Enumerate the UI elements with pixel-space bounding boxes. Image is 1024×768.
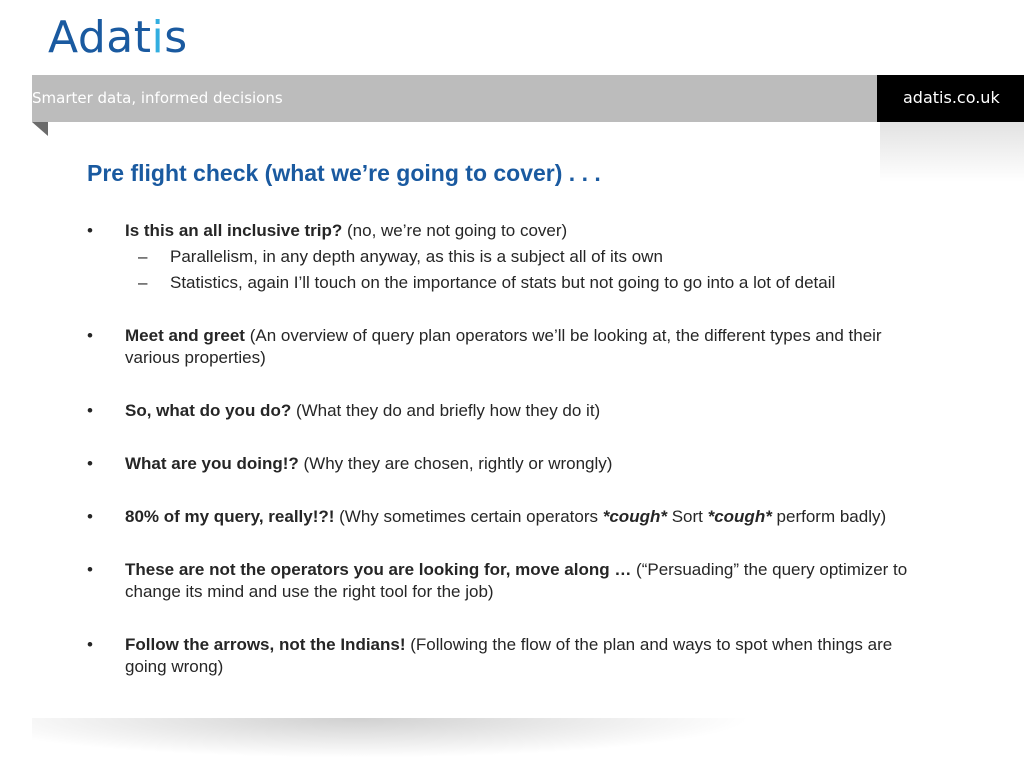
item-text: (An overview of query plan operators we’ll be looking at, the different types and their various properties)	[125, 326, 882, 367]
item-text: (What they do and briefly how they do it)	[291, 401, 601, 420]
sub-item-text: Parallelism, in any depth anyway, as this is a subject all of its own	[170, 247, 663, 266]
banner-fold	[32, 122, 48, 136]
sub-item	[125, 246, 932, 268]
item-text: (no, we’re not going to cover)	[342, 221, 568, 240]
list-item	[87, 453, 932, 475]
company-logo: Adatis	[48, 12, 188, 63]
list-item	[87, 634, 932, 678]
list-item	[87, 559, 932, 603]
list-item	[87, 506, 932, 528]
item-heading: Is this an all inclusive trip?	[125, 221, 343, 240]
item-text: (Following the flow of the plan and ways to spot when things are going wrong)	[125, 635, 893, 676]
item-text: (“Persuading” the query optimizer to change its mind and use the right tool for the job)	[125, 560, 908, 601]
slide-title: Pre flight check (what we’re going to cover) . . .	[87, 160, 601, 186]
sub-item-text: Statistics, again I’ll touch on the importance of stats but not going to go into a lot of detail	[170, 273, 836, 292]
item-heading: So, what do you do?	[125, 401, 292, 420]
corner-shadow	[880, 122, 1024, 182]
list-item	[87, 325, 932, 369]
bullet: •	[87, 221, 93, 240]
item-heading: What are you doing!?	[125, 454, 299, 473]
list-item	[87, 400, 932, 422]
tagline: Smarter data, informed decisions	[32, 89, 283, 107]
item-emphasis: *cough*	[602, 507, 667, 526]
item-text: (Why sometimes certain operators	[334, 507, 603, 526]
list-item	[87, 220, 932, 294]
dash: –	[138, 247, 148, 266]
bullet: •	[87, 401, 93, 420]
dash: –	[138, 273, 148, 292]
item-text: perform badly)	[771, 507, 887, 526]
bullet: •	[87, 507, 93, 526]
item-text: Sort	[666, 507, 708, 526]
website-url: adatis.co.uk	[903, 88, 1000, 107]
item-heading: 80% of my query, really!?!	[125, 507, 335, 526]
bullet: •	[87, 635, 93, 654]
item-heading: Meet and greet	[125, 326, 245, 345]
item-text: (Why they are chosen, rightly or wrongly)	[298, 454, 613, 473]
bullet: •	[87, 326, 93, 345]
item-heading: These are not the operators you are looking for, move along …	[125, 560, 632, 579]
sub-item	[125, 272, 932, 294]
bullet: •	[87, 454, 93, 473]
bullet: •	[87, 560, 93, 579]
bottom-shadow	[32, 718, 752, 758]
item-emphasis: *cough*	[707, 507, 772, 526]
item-heading: Follow the arrows, not the Indians!	[125, 635, 406, 654]
agenda-list	[87, 220, 932, 678]
